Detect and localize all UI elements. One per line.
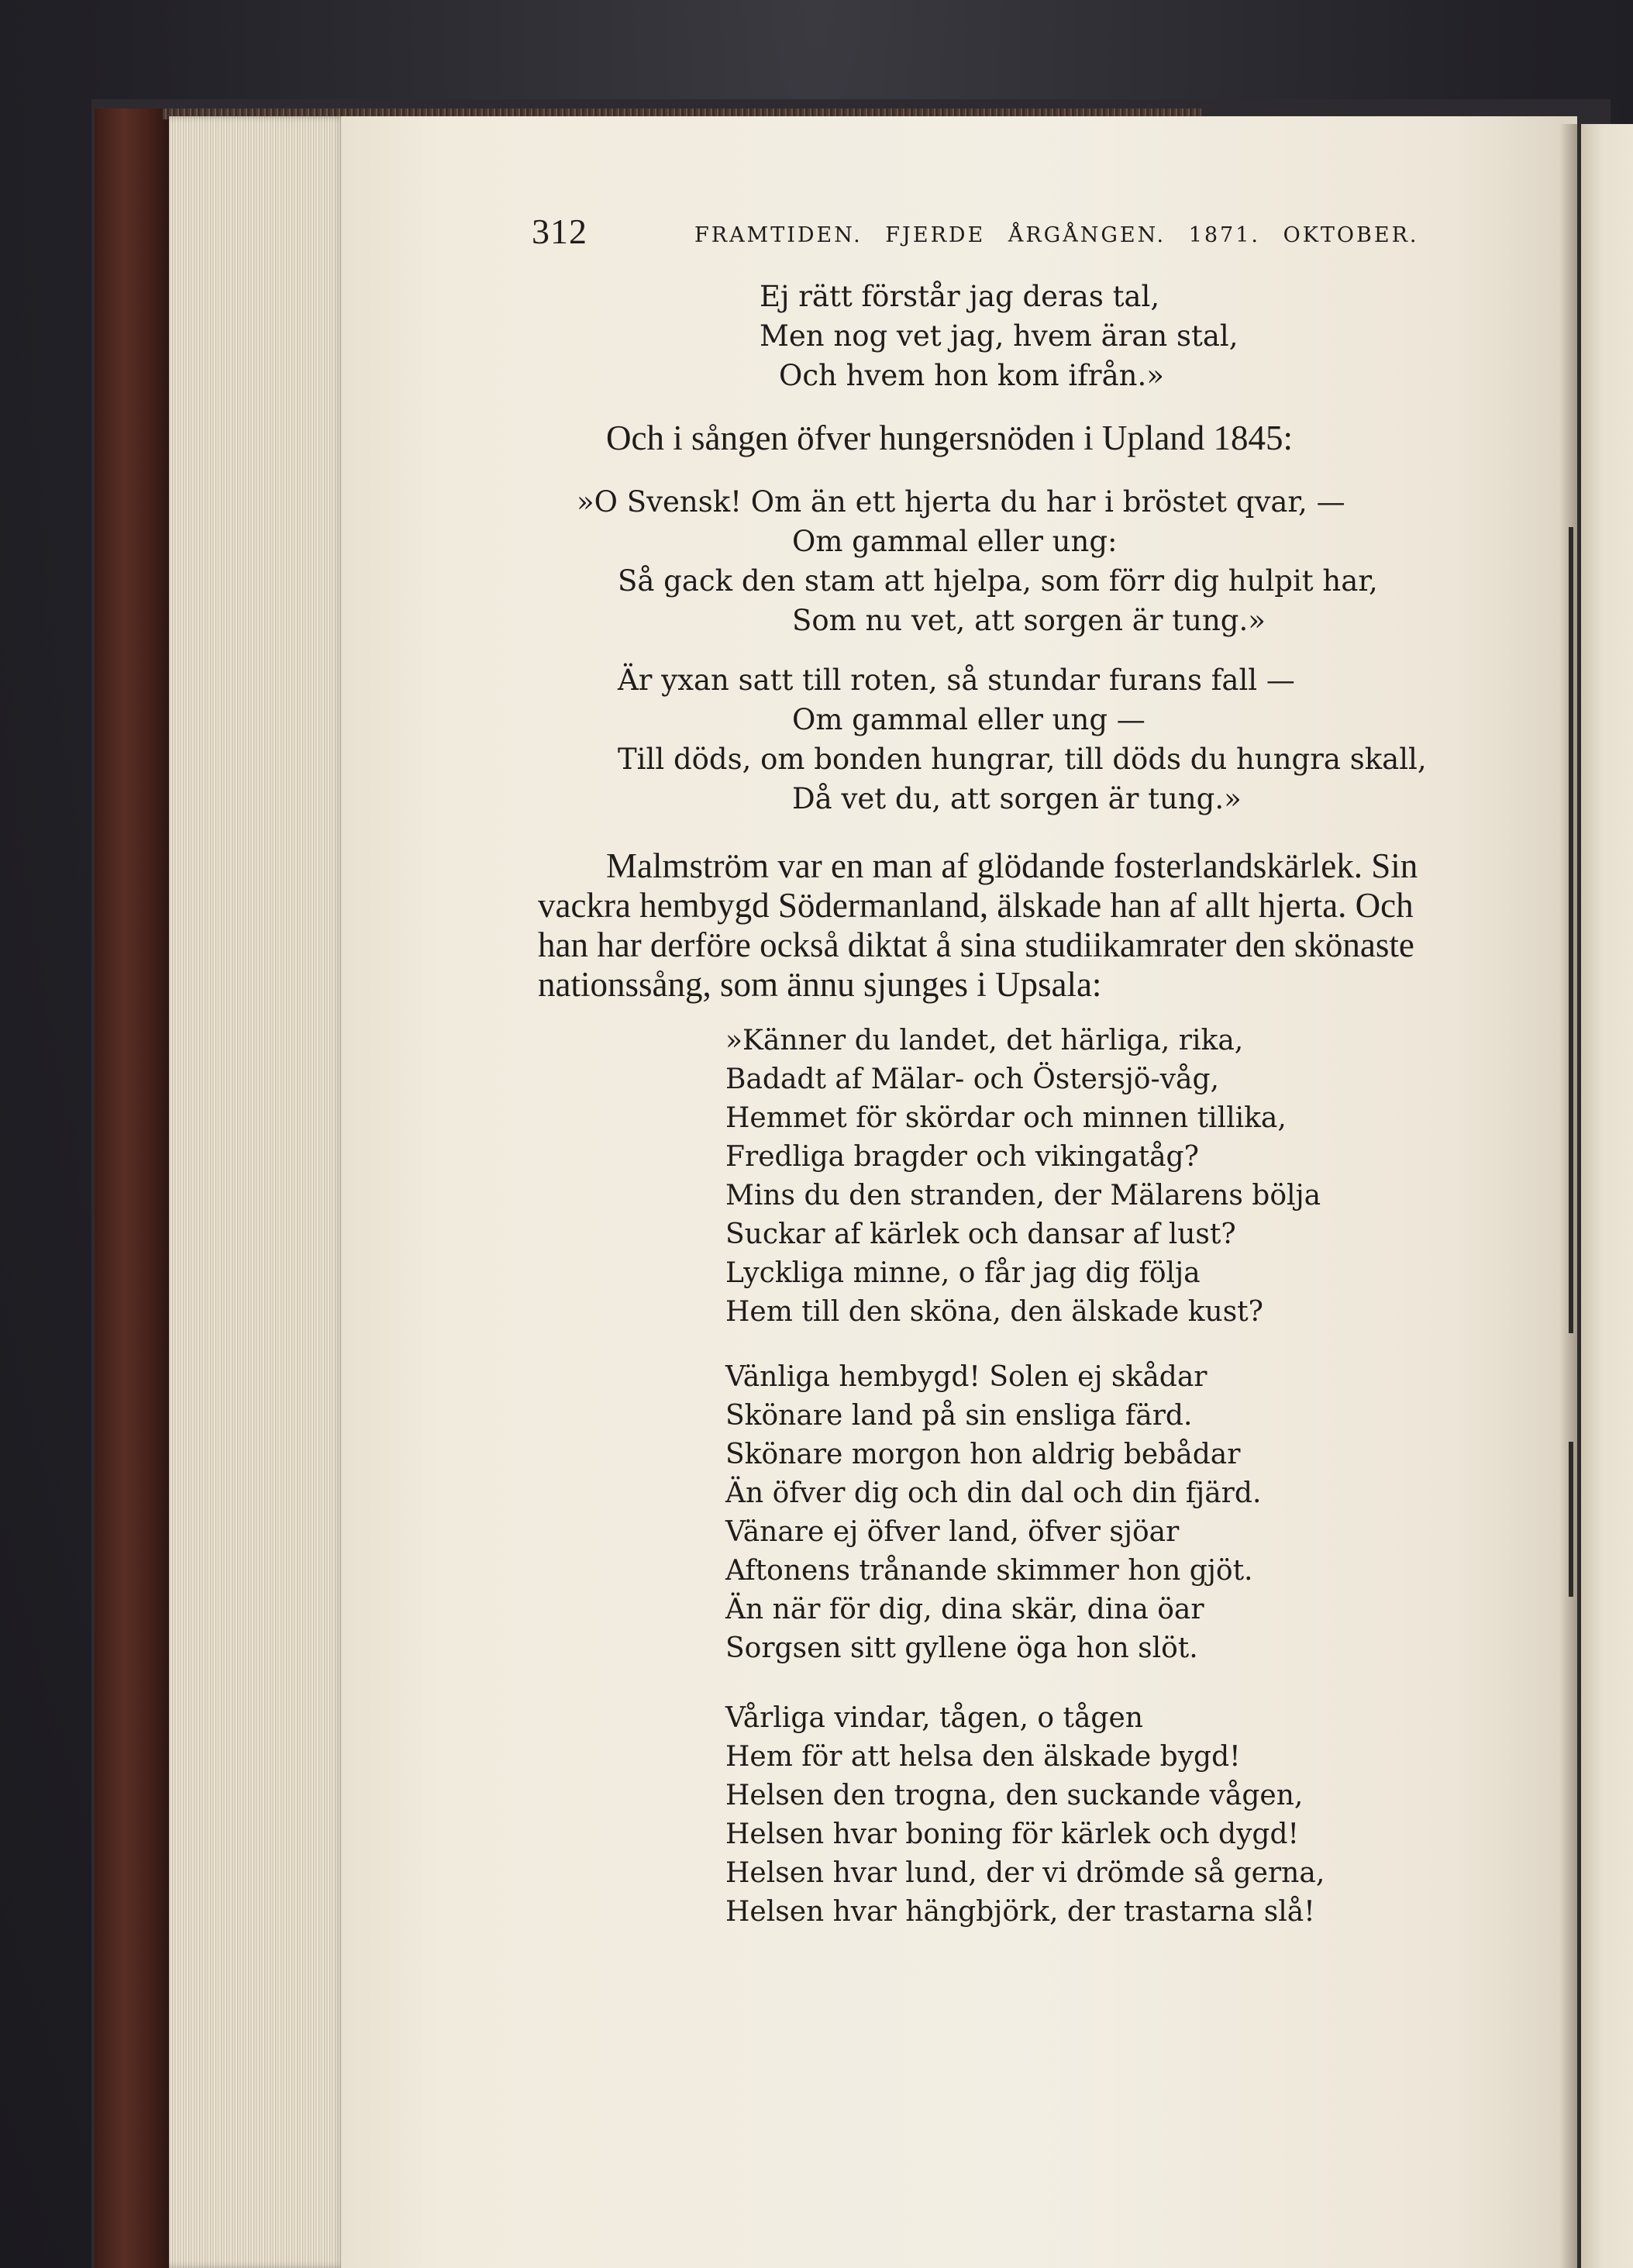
verse-line: Än öfver dig och din dal och din fjärd. (725, 1477, 1262, 1509)
verse-line: Som nu vet, att sorgen är tung.» (792, 604, 1266, 637)
verse-line: »O Svensk! Om än ett hjerta du har i bröstet qvar, — (577, 485, 1345, 519)
verse-line: Badadt af Mälar- och Östersjö-våg, (725, 1063, 1219, 1095)
verse-line: Till döds, om bonden hungrar, till döds du hungra skall, (618, 743, 1427, 776)
facing-page-edge (1581, 124, 1633, 2268)
verse-line: »Känner du landet, det härliga, rika, (725, 1025, 1244, 1056)
verse-line: Än när för dig, dina skär, dina öar (725, 1594, 1204, 1625)
page-number: 312 (532, 212, 587, 251)
paragraph-line: han har derföre också diktat å sina studiikamrater den skönaste (538, 925, 1414, 964)
verse-line: Om gammal eller ung — (792, 703, 1146, 736)
verse-line: Suckar af kärlek och dansar af lust? (725, 1218, 1236, 1250)
margin-mark (1569, 1442, 1573, 1597)
verse-line: Helsen den trogna, den suckande vågen, (725, 1780, 1304, 1811)
paragraph-line: vackra hembygd Södermanland, älskade han af allt hjerta. Och (538, 886, 1414, 925)
verse-line: Helsen hvar lund, der vi drömde så gerna, (725, 1857, 1325, 1889)
verse-line: Ej rätt förstår jag deras tal, (760, 280, 1160, 313)
verse-line: Fredliga bragder och vikingatåg? (725, 1141, 1199, 1173)
paragraph-line: nationssång, som ännu sjunges i Upsala: (538, 965, 1102, 1004)
verse-line: Lyckliga minne, o får jag dig följa (725, 1257, 1201, 1289)
verse-line: Men nog vet jag, hvem äran stal, (760, 319, 1239, 353)
verse-line: Så gack den stam att hjelpa, som förr dig hulpit har, (618, 564, 1378, 598)
verse-line: Hemmet för skördar och minnen tillika, (725, 1102, 1287, 1134)
verse-line: Aftonens trånande skimmer hon gjöt. (725, 1555, 1253, 1587)
verse-line: Skönare land på sin ensliga färd. (725, 1400, 1193, 1432)
verse-line: Mins du den stranden, der Mälarens bölja (725, 1180, 1321, 1212)
verse-line: Då vet du, att sorgen är tung.» (792, 782, 1242, 815)
verse-line: Är yxan satt till roten, så stundar furans fall — (618, 664, 1295, 697)
verse-line: Och hvem hon kom ifrån.» (779, 359, 1164, 392)
book-spine-edge (95, 109, 169, 2268)
verse-line: Sorgsen sitt gyllene öga hon slöt. (725, 1632, 1198, 1664)
page-stack-edges (169, 116, 346, 2268)
running-head: FRAMTIDEN. FJERDE ÅRGÅNGEN. 1871. OKTOBER. (694, 223, 1419, 247)
verse-line: Helsen hvar hängbjörk, der trastarna slå! (725, 1896, 1315, 1928)
verse-line: Om gammal eller ung: (792, 525, 1118, 558)
verse-line: Vänare ej öfver land, öfver sjöar (725, 1516, 1180, 1548)
verse-line: Hem för att helsa den älskade bygd! (725, 1741, 1241, 1773)
verse-line: Vårliga vindar, tågen, o tågen (725, 1702, 1143, 1734)
paragraph-line: Malmström var en man af glödande fosterlandskärlek. Sin (606, 846, 1418, 885)
verse-line: Skönare morgon hon aldrig bebådar (725, 1439, 1241, 1470)
intro-sentence: Och i sången öfver hungersnöden i Upland 1845: (606, 419, 1294, 457)
verse-line: Hem till den sköna, den älskade kust? (725, 1296, 1263, 1328)
margin-mark (1569, 527, 1573, 1333)
verse-line: Helsen hvar boning för kärlek och dygd! (725, 1818, 1299, 1850)
verse-line: Vänliga hembygd! Solen ej skådar (725, 1361, 1208, 1393)
